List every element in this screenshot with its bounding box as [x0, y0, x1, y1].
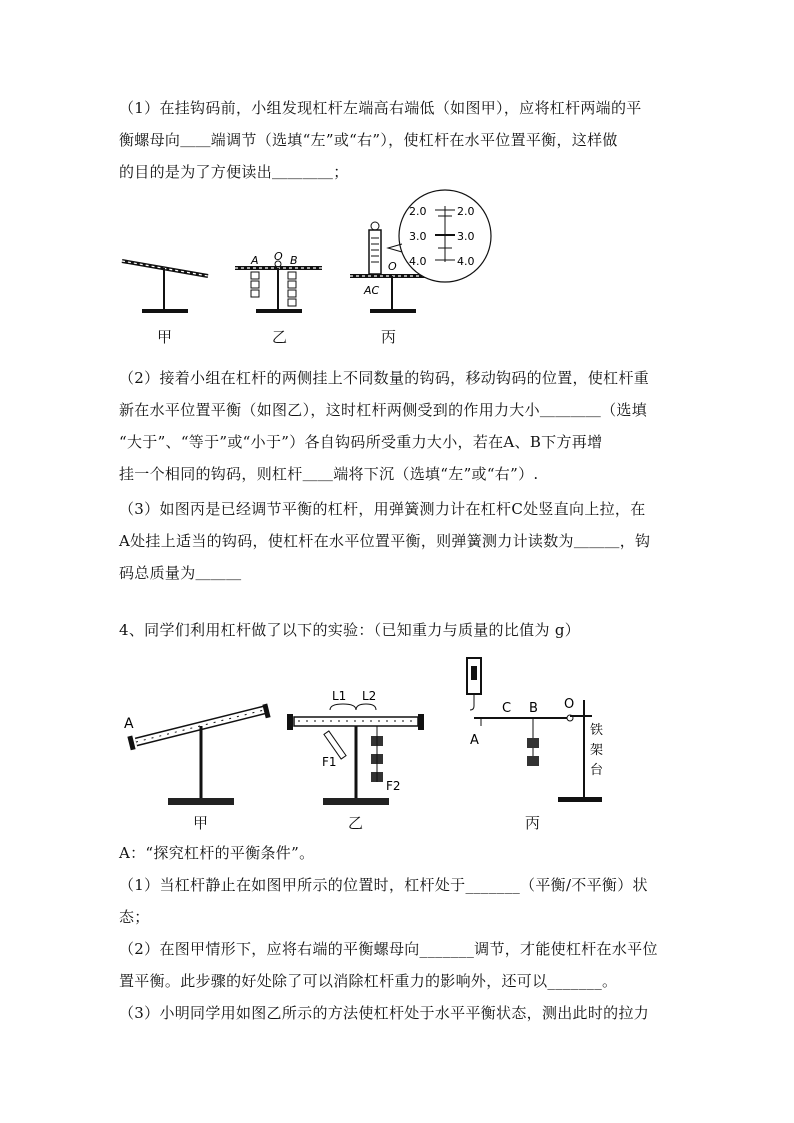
- caption-yi: 乙: [272, 328, 288, 346]
- question-4-heading: [119, 614, 679, 646]
- figure-yi-2: [287, 689, 424, 805]
- label-B: B: [529, 701, 538, 716]
- label-tie: 铁: [590, 723, 604, 738]
- label-jia: 架: [590, 743, 604, 758]
- question-1-part-1: [119, 92, 679, 188]
- text-line: （2）在图甲情形下，应将右端的平衡螺母向_______调节，才能使杠杆在水平位: [119, 940, 658, 958]
- text-line: （3）如图丙是已经调节平衡的杠杆，用弹簧测力计在杠杆C处竖直向上拉，在: [119, 500, 646, 518]
- scale-value: 3.0: [457, 230, 475, 243]
- label-C: C: [502, 701, 512, 716]
- text-line: （1）当杠杆静止在如图甲所示的位置时，杠杆处于_______（平衡/不平衡）状: [119, 876, 648, 894]
- text-line: 挂一个相同的钩码，则杠杆＿＿端将下沉（选填“左”或“右”）.: [119, 465, 539, 483]
- figure-jia-1: [122, 261, 208, 313]
- caption-jia: 甲: [193, 814, 209, 832]
- lever-figure-1: [110, 188, 690, 348]
- text-line: 衡螺母向＿＿端调节（选填“左”或“右”），使杠杆在水平位置平衡，这样做: [119, 131, 618, 149]
- caption-jia: 甲: [157, 328, 173, 346]
- caption-bing: 丙: [525, 814, 541, 832]
- text-line: 4、同学们利用杠杆做了以下的实验：（已知重力与质量的比值为 g）: [119, 621, 581, 639]
- label-AC: AC: [364, 284, 380, 297]
- caption-yi: 乙: [348, 814, 364, 832]
- scale-value: 4.0: [457, 255, 475, 268]
- scale-value: 3.0: [409, 230, 427, 243]
- label-A: A: [251, 254, 259, 267]
- spring-scale-icon: [369, 230, 381, 274]
- scale-value: 2.0: [457, 205, 475, 218]
- label-B: B: [290, 254, 298, 267]
- caption-bing: 丙: [381, 328, 397, 346]
- text-line: 置平衡。此步骤的好处除了可以消除杠杆重力的影响外，还可以_______。: [119, 972, 618, 990]
- text-line: 新在水平位置平衡（如图乙），这时杠杆两侧受到的作用力大小＿＿＿＿（选填: [119, 401, 648, 419]
- label-L1: L1: [332, 689, 347, 703]
- text-line: （2）接着小组在杠杆的两侧挂上不同数量的钩码，移动钩码的位置，使杠杆重: [119, 369, 650, 387]
- label-O: O: [274, 250, 283, 263]
- label-O: O: [388, 260, 397, 273]
- scale-value: 2.0: [409, 205, 427, 218]
- text-line: 码总质量为＿＿＿: [119, 564, 242, 582]
- label-A: A: [124, 716, 134, 732]
- label-tai: 台: [590, 763, 604, 778]
- text-line: 的目的是为了方便读出＿＿＿＿；: [119, 163, 349, 181]
- text-line: （3）小明同学用如图乙所示的方法使杠杆处于水平平衡状态，测出此时的拉力: [119, 1004, 650, 1022]
- figure-yi-1: [235, 250, 322, 313]
- question-1-part-2: [119, 362, 679, 490]
- scale-value: 4.0: [409, 255, 427, 268]
- question-1-part-3: [119, 493, 679, 589]
- text-line: A：“探究杠杆的平衡条件”。: [119, 844, 315, 862]
- label-L2: L2: [362, 689, 377, 703]
- question-4-body: [119, 837, 679, 1029]
- lever-figure-2: [118, 650, 638, 830]
- text-line: （1）在挂钩码前，小组发现杠杆左端高右端低（如图甲），应将杠杆两端的平: [119, 99, 642, 117]
- figure-bing-1: [350, 190, 491, 313]
- figure-bing-2: [467, 658, 603, 802]
- text-line: A处挂上适当的钩码，使杠杆在水平位置平衡，则弹簧测力计读数为＿＿＿，钩: [119, 532, 651, 550]
- figure-jia-2: [124, 703, 271, 805]
- label-F2: F2: [386, 779, 401, 793]
- label-F1: F1: [322, 755, 337, 769]
- text-line: “大于”、“等于”或“小于”）各自钩码所受重力大小，若在A、B下方再增: [119, 433, 603, 451]
- label-A: A: [470, 733, 479, 748]
- label-O: O: [564, 697, 575, 712]
- text-line: 态；: [119, 908, 150, 926]
